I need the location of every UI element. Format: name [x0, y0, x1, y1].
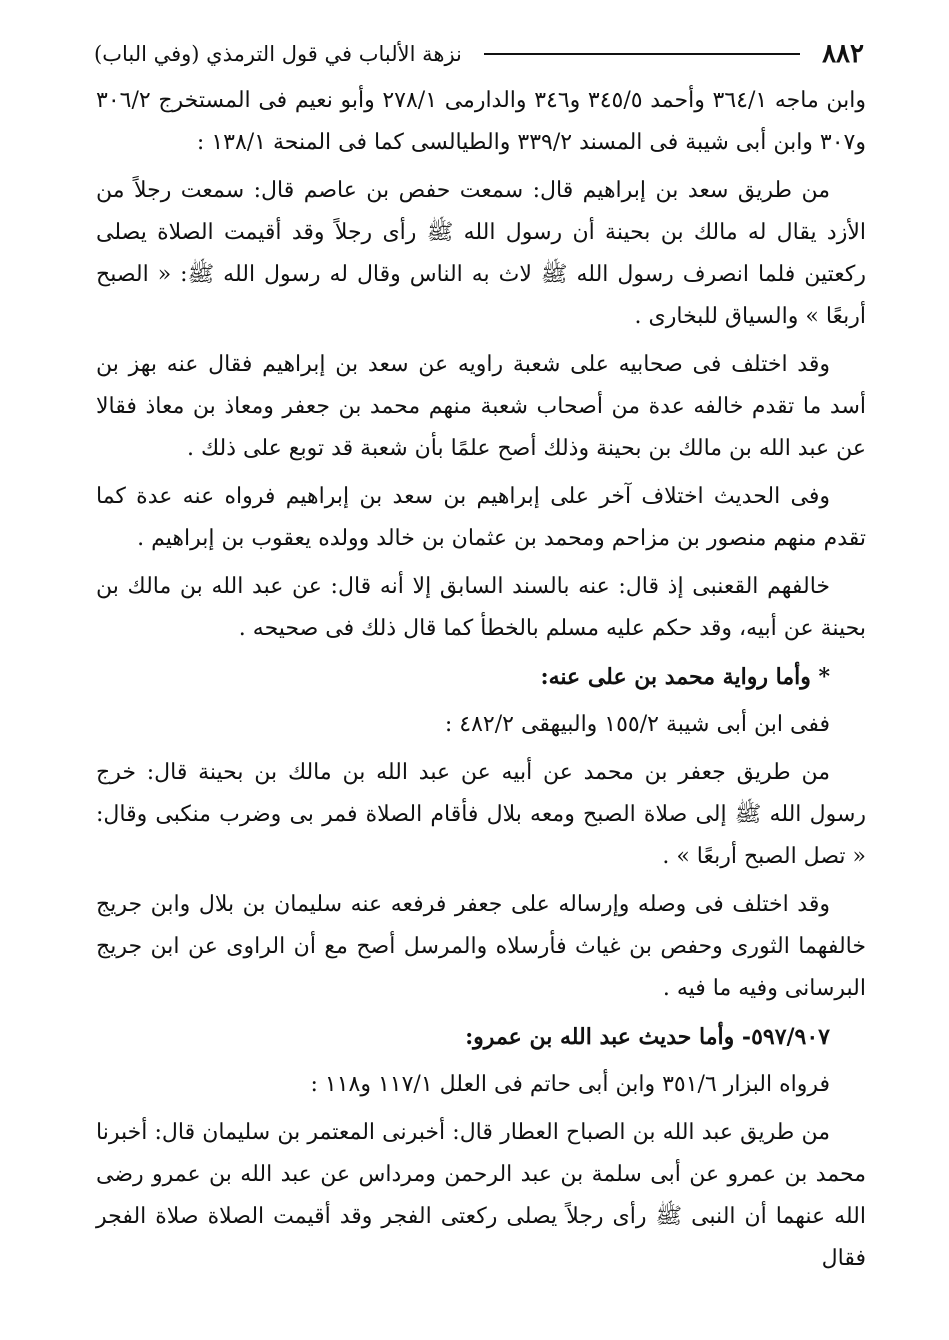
header-rule: [484, 53, 800, 55]
paragraph-qanabi: خالفهم القعنبى إذ قال: عنه بالسند السابق إلا أنه قال: عن عبد الله بن مالك بن بحينة عن أبيه، وقد حكم عليه مسلم بالخطأ كما قال ذلك فى صحيحه .: [96, 574, 866, 641]
paragraph-ibrahim-dispute: وفى الحديث اختلاف آخر على إبراهيم بن سعد بن إبراهيم فرواه عنه عدة كما تقدم منهم منصور بن مزاحم ومحمد بن عثمان بن خالد وولده يعقوب بن إبراهيم .: [96, 484, 866, 551]
section-heading-abdullah-ibn-amr: ٥٩٧/٩٠٧- وأما حديث عبد الله بن عمرو:: [465, 1024, 830, 1050]
paragraph-jafar-route: من طريق جعفر بن محمد عن أبيه عن عبد الله بن مالك بن بحينة قال: خرج رسول الله ﷺ إلى صلاة الصبح ومعه بلال فأقام الصلاة فمر بى وضرب منكبى وقال: « تصل الصبح أربعًا » .: [96, 760, 866, 869]
running-title: نزهة الألباب في قول الترمذي (وفي الباب): [94, 42, 462, 66]
paragraph-ibn-abi-shayba: ففى ابن أبى شيبة ١٥٥/٢ والبيهقى ٤٨٢/٢ :: [444, 712, 830, 737]
paragraph-bazzar: فرواه البزار ٣٥١/٦ وابن أبى حاتم فى العلل ١١٧/١ و١١٨ :: [310, 1072, 830, 1097]
paragraph-saad-route: من طريق سعد بن إبراهيم قال: سمعت حفص بن عاصم قال: سمعت رجلاً من الأزد يقال له مالك بن بحينة أن رسول الله ﷺ رأى رجلاً وقد أقيمت الصلاة يصلى ركعتين فلما انصرف رسول الله ﷺ لاث به الناس وقال له رسول الله ﷺ: « الصبح أربعًا » والسياق للبخارى .: [96, 178, 866, 329]
page-header: [94, 34, 864, 74]
page-number: ٨٨٢: [822, 39, 864, 69]
paragraph-abdullah-route: من طريق عبد الله بن الصباح العطار قال: أخبرنى المعتمر بن سليمان قال: أخبرنا محمد بن عمرو عن أبى سلمة بن عبد الرحمن ومرداس عن عبد الله بن عمرو رضى الله عنهما أن النبى ﷺ رأى رجلاً يصلى ركعتى الفجر وقد أقيمت الصلاة صلاة الفجر فقال: [96, 1120, 866, 1271]
paragraph-shuba-dispute: وقد اختلف فى صحابيه على شعبة راويه عن سعد بن إبراهيم فقال عنه بهز بن أسد ما تقدم خالفه عدة من أصحاب شعبة منهم محمد بن جعفر ومعاذ بن معاذ فقالا عن عبد الله بن مالك بن بحينة وذلك أصح علمًا بأن شعبة قد توبع على ذلك .: [96, 352, 866, 461]
page-body: [96, 80, 866, 1330]
paragraph-jafar-dispute: وقد اختلف فى وصله وإرساله على جعفر فرفعه عنه سليمان بن بلال وابن جريج خالفهما الثورى وحفص بن غياث فأرسلاه والمرسل أصح مع أن الراوى عن ابن جريج البرسانى وفيه ما فيه .: [96, 892, 866, 1001]
section-heading-muhammad-ibn-ali: * وأما رواية محمد بن على عنه:: [540, 664, 830, 690]
paragraph-citations: وابن ماجه ٣٦٤/١ وأحمد ٣٤٥/٥ و٣٤٦ والدارمى ٢٧٨/١ وأبو نعيم فى المستخرج ٣٠٦/٢ و٣٠٧ وابن أبى شيبة فى المسند ٣٣٩/٢ والطيالسى كما فى المنحة ١٣٨/١ :: [96, 88, 866, 155]
